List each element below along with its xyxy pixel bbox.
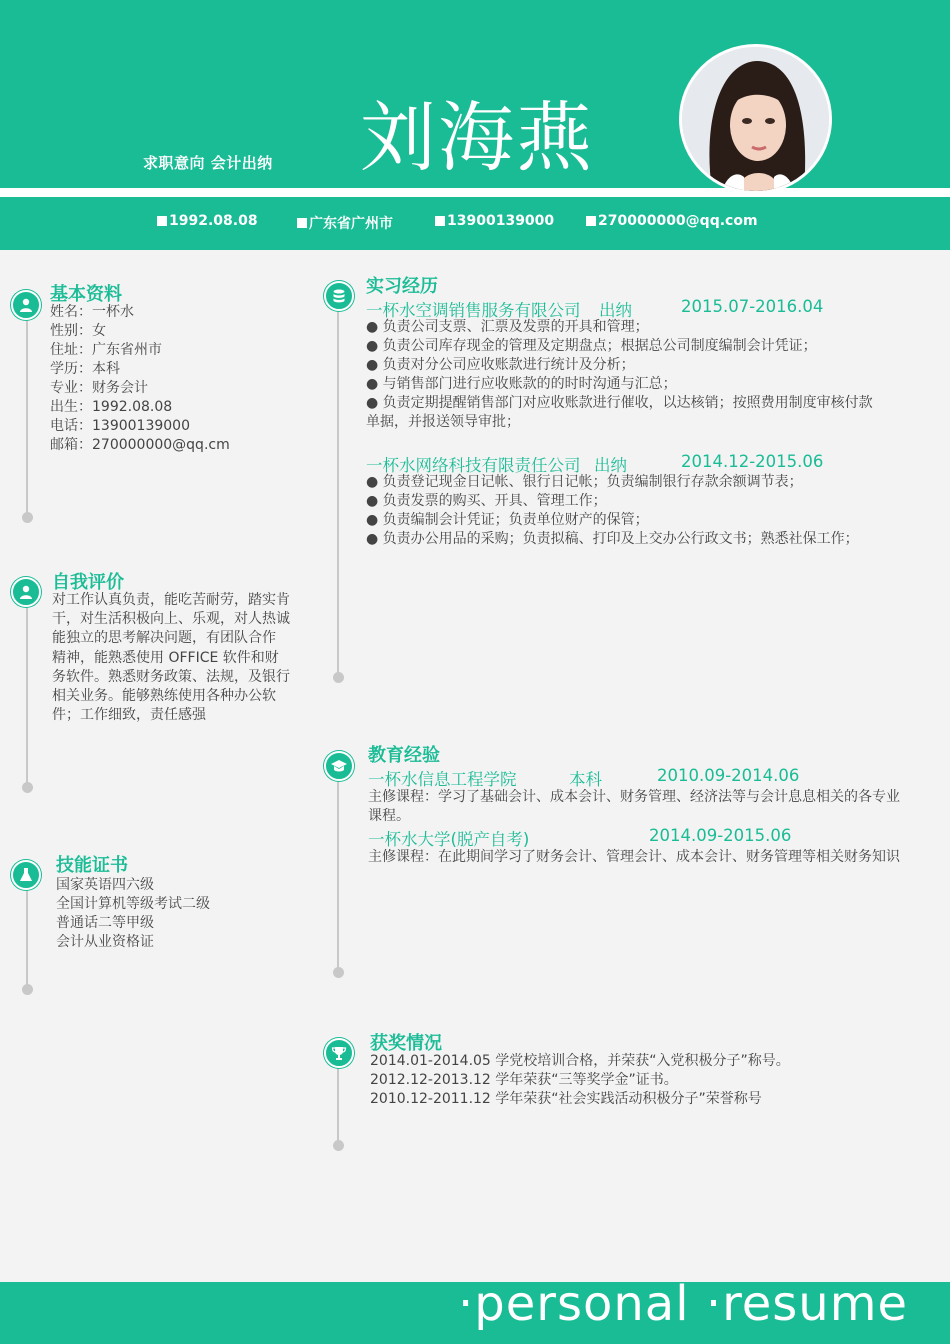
contact-phone: 13900139000 (435, 213, 554, 229)
self-eval-title: 自我评价 (52, 572, 124, 593)
duty-item: ● 负责编制会计凭证；负责单位财产的保管； (366, 512, 649, 528)
duty-item: ● 与销售部门进行应收账款的的时时沟通与汇总； (366, 376, 677, 392)
duty-item: ● 负责登记现金日记帐、银行日记帐；负责编制银行存款余额调节表； (366, 474, 803, 490)
flask-icon (11, 860, 41, 890)
timeline-dot (333, 672, 344, 683)
timeline-dot (333, 1140, 344, 1151)
internship-period: 2015.07-2016.04 (681, 297, 824, 316)
job-intention: 求职意向 会计出纳 (143, 154, 273, 172)
basic-info-line: 姓名：一杯水 (50, 304, 134, 320)
internship-title: 实习经历 (366, 276, 438, 297)
education-courses (368, 788, 900, 826)
skill-item: 普通话二等甲级 (56, 915, 154, 931)
internship-role: 出纳 (599, 301, 632, 320)
timeline-dot (333, 967, 344, 978)
timeline-dot (22, 984, 33, 995)
skill-item: 会计从业资格证 (56, 934, 154, 950)
award-item: 2014.01-2014.05 学党校培训合格，并荣获“入党积极分子”称号。 (370, 1053, 790, 1069)
education-degree: 本科 (569, 770, 602, 789)
internship-duties (366, 318, 873, 432)
contact-email: 270000000@qq.com (586, 213, 758, 229)
database-icon (324, 281, 354, 311)
duty-item: ● 负责对分公司应收账款进行统计及分析； (366, 357, 635, 373)
awards-list (370, 1052, 790, 1109)
footer-slogan: ·personal ·resume (458, 1276, 908, 1332)
self-eval-line: 件；工作细致，责任感强 (52, 707, 206, 724)
timeline-dot (22, 512, 33, 523)
education-school: 一杯水信息工程学院 (368, 770, 517, 789)
award-item: 2010.12-2011.12 学年荣获“社会实践活动积极分子”荣誉称号 (370, 1091, 762, 1107)
basic-info-line: 邮箱：270000000@qq.cm (50, 437, 230, 453)
basic-info-line: 性别：女 (50, 323, 106, 339)
course-line: 主修课程：学习了基础会计、成本会计、财务管理、经济法等与会计息息相关的各专业 (368, 789, 900, 805)
course-line: 主修课程：在此期间学习了财务会计、管理会计、成本会计、财务管理等相关财务知识 (368, 849, 900, 865)
duty-item: 单据，并报送领导审批； (366, 414, 520, 430)
basic-info-title: 基本资料 (50, 284, 122, 305)
self-eval-line: 精神，能熟悉使用 OFFICE 软件和财 (52, 649, 279, 666)
self-eval-line: 对工作认真负责，能吃苦耐劳，踏实肯 (52, 592, 290, 608)
square-bullet-icon (157, 216, 167, 226)
basic-info-line: 住址：广东省州市 (50, 342, 162, 358)
award-item: 2012.12-2013.12 学年荣获“三等奖学金”证书。 (370, 1072, 678, 1088)
internship-role: 出纳 (594, 456, 627, 475)
duty-item: ● 负责办公用品的采购；负责拟稿、打印及上交办公行政文书；熟悉社保工作； (366, 531, 859, 547)
square-bullet-icon (586, 216, 596, 226)
internship-duties (366, 473, 859, 549)
contact-birthdate: 1992.08.08 (157, 213, 258, 229)
basic-info-line: 出生：1992.08.08 (50, 399, 173, 415)
duty-item: ● 负责定期提醒销售部门对应收账款进行催收，以达核销；按照费用制度审核付款 (366, 395, 873, 411)
basic-info-line: 学历：本科 (50, 361, 120, 377)
duty-item: ● 负责公司库存现金的管理及定期盘点；根据总公司制度编制会计凭证； (366, 338, 817, 354)
right-timeline-1 (337, 295, 339, 677)
right-timeline-2 (337, 768, 339, 972)
right-timeline-3 (337, 1055, 339, 1145)
left-timeline-2 (26, 592, 28, 788)
skills-title: 技能证书 (56, 855, 128, 876)
timeline-dot (22, 782, 33, 793)
self-eval-line: 相关业务。能够熟练使用各种办公软 (52, 688, 276, 705)
duty-item: ● 负责公司支票、汇票及发票的开具和管理； (366, 319, 649, 335)
trophy-icon (324, 1038, 354, 1068)
graduation-cap-icon (324, 751, 354, 781)
self-eval-line: 干，对生活积极向上、乐观，对人热诚 (52, 611, 290, 628)
education-period: 2014.09-2015.06 (649, 826, 792, 845)
user-icon (11, 290, 41, 320)
course-line: 课程。 (368, 808, 410, 824)
header-divider (0, 188, 950, 197)
skill-item: 全国计算机等级考试二级 (56, 896, 210, 912)
education-period: 2010.09-2014.06 (657, 766, 800, 785)
user-icon (11, 577, 41, 607)
basic-info-line: 电话：13900139000 (50, 418, 190, 434)
self-eval-text (52, 591, 290, 725)
education-school: 一杯水大学(脱产自考) (368, 830, 530, 849)
skills-list (56, 876, 210, 952)
contact-location: 广东省广州市 (297, 213, 393, 233)
portrait-image (682, 47, 829, 191)
basic-info-line: 专业：财务会计 (50, 380, 148, 396)
basic-info-list (50, 303, 230, 455)
left-timeline-1 (26, 305, 28, 517)
internship-company: 一杯水网络科技有限责任公司 (366, 456, 581, 475)
square-bullet-icon (297, 218, 307, 228)
candidate-name: 刘海燕 (360, 93, 594, 182)
internship-company: 一杯水空调销售服务有限公司 (366, 301, 581, 320)
awards-title: 获奖情况 (370, 1033, 442, 1054)
education-courses (368, 848, 900, 867)
skill-item: 国家英语四六级 (56, 877, 154, 893)
self-eval-line: 能独立的思考解决问题，有团队合作 (52, 630, 276, 647)
left-timeline-3 (26, 880, 28, 990)
self-eval-line: 务软件。熟悉财务政策、法规，及银行 (52, 668, 290, 685)
internship-period: 2014.12-2015.06 (681, 452, 824, 471)
profile-photo (679, 44, 832, 194)
duty-item: ● 负责发票的购买、开具、管理工作； (366, 493, 607, 509)
square-bullet-icon (435, 216, 445, 226)
education-title: 教育经验 (368, 745, 440, 766)
